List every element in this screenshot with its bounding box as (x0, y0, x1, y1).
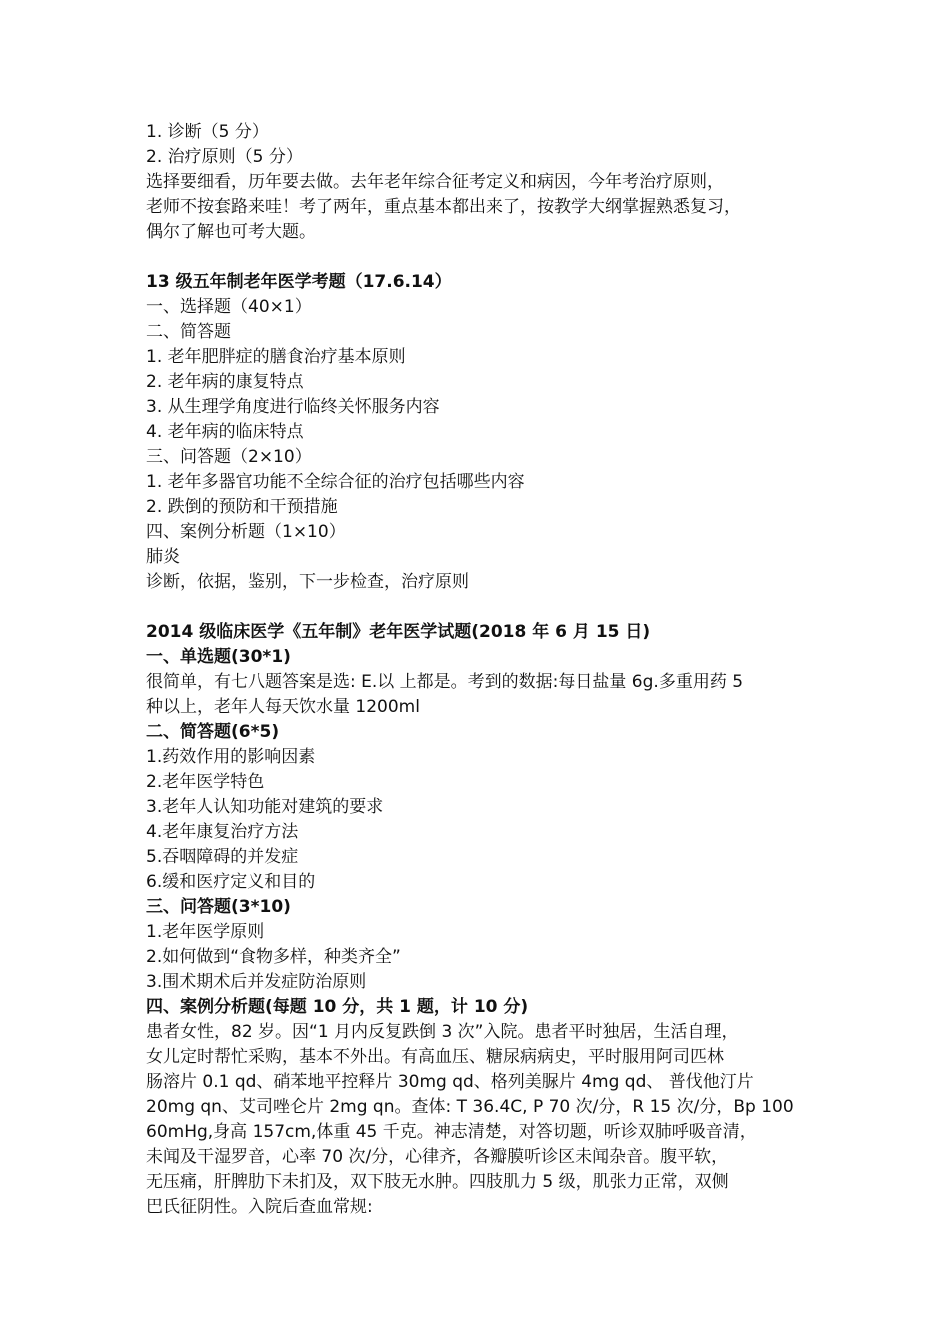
text-line: 2. 治疗原则（5 分） (146, 147, 303, 167)
section-heading: 二、简答题(6*5) (146, 722, 280, 742)
text-line: 诊断，依据，鉴别，下一步检查，治疗原则 (146, 572, 469, 592)
text-line: 女儿定时帮忙采购，基本不外出。有高血压、糖尿病病史，平时服用阿司匹林 (146, 1047, 724, 1067)
text-line: 无压痛，肝脾肋下未扪及，双下肢无水肿。四肢肌力 5 级，肌张力正常，双侧 (146, 1172, 729, 1192)
text-line: 1.老年医学原则 (146, 922, 265, 942)
section-heading: 一、单选题(30*1) (146, 647, 291, 667)
exam-2018-title: 2014 级临床医学《五年制》老年医学试题(2018 年 6 月 15 日) (146, 622, 651, 642)
paragraph-spacer (146, 245, 826, 270)
exam-2017-section (146, 270, 826, 595)
text-line: 2. 跌倒的预防和干预措施 (146, 497, 338, 517)
exam-2017-title: 13 级五年制老年医学考题（17.6.14） (146, 272, 452, 292)
text-line: 巴氏征阴性。入院后查血常规: (146, 1197, 373, 1217)
text-line: 1.药效作用的影响因素 (146, 747, 316, 767)
text-line: 偶尔了解也可考大题。 (146, 222, 316, 242)
text-line: 肠溶片 0.1 qd、硝苯地平控释片 30mg qd、格列美脲片 4mg qd、 普伐他汀片 (146, 1072, 754, 1092)
section-heading: 四、案例分析题(每题 10 分，共 1 题，计 10 分) (146, 997, 529, 1017)
text-line: 3. 从生理学角度进行临终关怀服务内容 (146, 397, 440, 417)
text-line: 很简单，有七八题答案是选: E.以 上都是。考到的数据:每日盐量 6g.多重用药 5 (146, 672, 744, 692)
text-line: 2.老年医学特色 (146, 772, 265, 792)
text-line: 1. 诊断（5 分） (146, 122, 269, 142)
text-line: 二、简答题 (146, 322, 231, 342)
text-line: 4. 老年病的临床特点 (146, 422, 304, 442)
text-line: 4.老年康复治疗方法 (146, 822, 299, 842)
intro-section (146, 120, 826, 245)
text-line: 老师不按套路来哇！考了两年，重点基本都出来了，按教学大纲掌握熟悉复习， (146, 197, 741, 217)
text-line: 3.围术期术后并发症防治原则 (146, 972, 367, 992)
text-line: 1. 老年多器官功能不全综合征的治疗包括哪些内容 (146, 472, 525, 492)
text-line: 选择要细看，历年要去做。去年老年综合征考定义和病因，今年考治疗原则， (146, 172, 724, 192)
text-line: 2.如何做到“食物多样，种类齐全” (146, 947, 401, 967)
text-line: 患者女性，82 岁。因“1 月内反复跌倒 3 次”入院。患者平时独居，生活自理， (146, 1022, 739, 1042)
text-line: 6.缓和医疗定义和目的 (146, 872, 316, 892)
text-line: 一、选择题（40×1） (146, 297, 312, 317)
document-body (146, 120, 826, 1220)
text-line: 20mg qn、艾司唑仑片 2mg qn。查体: T 36.4C, P 70 次/分，R 15 次/分，Bp 100 (146, 1097, 794, 1117)
exam-2018-section (146, 620, 826, 1220)
text-line: 60mHg,身高 157cm,体重 45 千克。神志清楚，对答切题，听诊双肺呼吸音清， (146, 1122, 757, 1142)
text-line: 3.老年人认知功能对建筑的要求 (146, 797, 384, 817)
section-heading: 三、问答题(3*10) (146, 897, 291, 917)
text-line: 2. 老年病的康复特点 (146, 372, 304, 392)
text-line: 1. 老年肥胖症的膳食治疗基本原则 (146, 347, 406, 367)
text-line: 种以上，老年人每天饮水量 1200ml (146, 697, 420, 717)
text-line: 三、问答题（2×10） (146, 447, 312, 467)
text-line: 未闻及干湿罗音，心率 70 次/分，心律齐，各瓣膜听诊区未闻杂音。腹平软， (146, 1147, 729, 1167)
text-line: 5.吞咽障碍的并发症 (146, 847, 299, 867)
text-line: 四、案例分析题（1×10） (146, 522, 346, 542)
paragraph-spacer (146, 595, 826, 620)
text-line: 肺炎 (146, 547, 180, 567)
